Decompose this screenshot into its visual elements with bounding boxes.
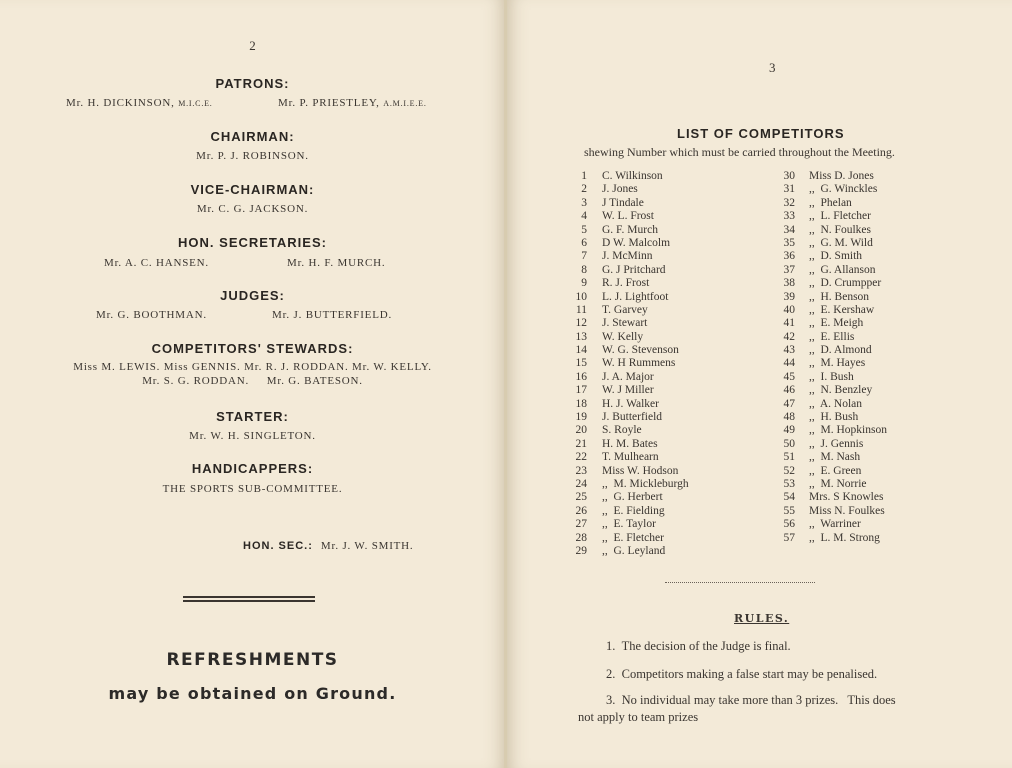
competitor-number: 2 xyxy=(581,183,587,196)
competitor-row xyxy=(777,464,862,478)
competitor-name: J Tindale xyxy=(602,196,644,209)
competitor-row xyxy=(567,277,650,290)
competitor-name: ,, H. Bush xyxy=(809,411,859,424)
competitor-row xyxy=(567,263,666,277)
list-title: LIST OF COMPETITORS xyxy=(677,126,845,141)
handicappers-name: THE SPORTS SUB-COMMITTEE. xyxy=(162,483,343,495)
chairman-name: Mr. P. J. ROBINSON. xyxy=(196,150,309,162)
competitor-row xyxy=(567,170,663,183)
patron-1-suffix: M.I.C.E. xyxy=(178,99,213,108)
secretary-1: Mr. A. C. HANSEN. xyxy=(104,257,209,269)
competitor-number: 46 xyxy=(783,384,795,397)
competitor-row xyxy=(567,210,654,223)
competitor-number: 56 xyxy=(783,518,795,531)
competitor-number: 25 xyxy=(575,491,587,504)
competitor-name: ,, E. Ellis xyxy=(809,330,855,343)
competitor-name: ,, M. Mickleburgh xyxy=(602,477,689,490)
judge-2: Mr. J. BUTTERFIELD. xyxy=(272,309,393,321)
competitor-number: 9 xyxy=(581,277,587,290)
rule-text: The decision of the Judge is final. xyxy=(621,639,791,653)
competitor-name: ,, D. Crumpper xyxy=(809,277,882,290)
competitor-name: ,, E. Fielding xyxy=(602,504,665,517)
competitor-number: 21 xyxy=(575,437,587,450)
competitor-name: J. Jones xyxy=(602,183,638,196)
competitor-number: 50 xyxy=(783,437,795,450)
competitor-number: 35 xyxy=(783,236,795,249)
competitor-row xyxy=(777,424,887,437)
competitor-name: R. J. Frost xyxy=(602,277,650,290)
competitor-row xyxy=(777,411,859,424)
competitor-name: ,, H. Benson xyxy=(809,290,870,303)
competitor-row xyxy=(567,223,658,237)
competitor-number: 40 xyxy=(783,303,795,316)
hon-sec-label: HON. SEC.: xyxy=(243,540,313,552)
competitor-number: 37 xyxy=(783,263,795,276)
competitor-row xyxy=(777,303,875,317)
competitor-row xyxy=(567,464,679,478)
competitor-row xyxy=(777,397,863,411)
competitor-row xyxy=(777,277,882,290)
competitor-row xyxy=(567,544,666,558)
rule-number: 2. xyxy=(606,667,616,681)
rules-heading: RULES. xyxy=(734,612,790,625)
competitor-row xyxy=(777,210,871,223)
competitor-row xyxy=(777,370,854,384)
competitor-row xyxy=(567,183,638,196)
competitor-name: Miss W. Hodson xyxy=(602,464,679,477)
competitor-row xyxy=(567,504,665,518)
competitor-number: 31 xyxy=(783,183,795,196)
refreshments-subtitle: may be obtained on Ground. xyxy=(108,684,397,703)
refreshments-title: REFRESHMENTS xyxy=(166,650,339,670)
competitor-row xyxy=(567,196,644,210)
handicappers-heading: HANDICAPPERS: xyxy=(191,461,314,476)
competitor-row xyxy=(777,263,876,277)
competitor-number: 38 xyxy=(783,277,795,290)
competitor-row xyxy=(777,451,861,464)
competitor-name: ,, E. Taylor xyxy=(602,518,656,531)
competitor-number: 49 xyxy=(783,424,795,437)
competitor-row xyxy=(567,531,664,545)
competitor-name: Miss D. Jones xyxy=(809,170,874,182)
competitor-name: L. J. Lightfoot xyxy=(602,290,669,303)
competitor-number: 5 xyxy=(581,223,587,236)
page-number: 2 xyxy=(249,38,256,53)
secretaries-heading: HON. SECRETARIES: xyxy=(178,235,327,250)
competitor-name: W. L. Frost xyxy=(602,210,654,223)
competitor-name: Miss N. Foulkes xyxy=(809,504,885,517)
competitor-number: 52 xyxy=(783,464,795,477)
competitor-name: H. J. Walker xyxy=(602,397,659,410)
competitor-row xyxy=(567,236,671,250)
rule-number: 3. xyxy=(606,693,616,707)
patron-2-name: Mr. P. PRIESTLEY, xyxy=(278,97,380,109)
competitor-number: 18 xyxy=(575,397,587,410)
judge-1: Mr. G. BOOTHMAN. xyxy=(96,309,207,321)
competitor-row xyxy=(777,330,855,344)
competitor-name: ,, M. Hayes xyxy=(809,357,866,370)
competitor-row xyxy=(567,424,642,437)
competitor-row xyxy=(777,531,880,545)
rule-text: No individual may take more than 3 prizes. This does xyxy=(621,693,896,707)
competitor-row xyxy=(567,518,656,531)
competitor-number: 15 xyxy=(575,357,587,370)
competitor-row xyxy=(567,344,679,357)
competitor-name: W. H Rummens xyxy=(602,357,676,370)
list-subtitle: shewing Number which must be carried throughout the Meeting. xyxy=(584,145,895,159)
patron-2-suffix: A.M.I.E.E. xyxy=(383,99,427,108)
competitor-number: 3 xyxy=(581,196,587,209)
competitor-row xyxy=(567,411,663,424)
competitor-number: 10 xyxy=(575,290,587,303)
competitor-number: 13 xyxy=(575,330,587,343)
competitor-number: 39 xyxy=(783,290,795,303)
competitor-row xyxy=(567,303,648,317)
competitor-row xyxy=(777,504,885,518)
competitor-name: ,, E. Kershaw xyxy=(809,303,875,316)
competitor-row xyxy=(777,196,852,210)
competitor-name: G. F. Murch xyxy=(602,223,658,236)
competitor-name: ,, G. Allanson xyxy=(809,263,876,276)
competitor-row xyxy=(567,397,659,411)
competitor-row xyxy=(777,290,870,304)
competitor-number: 30 xyxy=(783,170,795,182)
competitor-row xyxy=(777,183,878,196)
competitor-number: 33 xyxy=(783,210,795,223)
competitor-name: ,, G. Winckles xyxy=(809,183,878,196)
competitor-name: T. Mulhearn xyxy=(602,451,659,464)
secretary-2: Mr. H. F. MURCH. xyxy=(287,257,386,269)
competitor-row xyxy=(567,491,663,504)
patron-1-name: Mr. H. DICKINSON, xyxy=(66,97,175,109)
competitor-number: 7 xyxy=(581,250,587,263)
competitor-number: 20 xyxy=(575,424,587,437)
competitor-number: 24 xyxy=(575,477,587,490)
right-page xyxy=(507,0,1012,768)
left-page xyxy=(0,0,505,768)
competitor-number: 48 xyxy=(783,411,795,424)
competitor-number: 45 xyxy=(783,370,795,383)
competitor-row xyxy=(777,477,867,491)
competitor-row xyxy=(567,317,648,330)
competitor-row xyxy=(567,290,669,304)
rule-item xyxy=(606,693,896,708)
competitor-number: 42 xyxy=(783,330,795,343)
competitors-column-2 xyxy=(777,170,887,545)
competitor-name: ,, M. Nash xyxy=(809,451,861,464)
competitor-name: ,, E. Fletcher xyxy=(602,531,664,544)
competitor-number: 19 xyxy=(575,411,587,424)
competitor-name: ,, Phelan xyxy=(809,196,852,209)
rule-item xyxy=(606,639,791,654)
starter-name: Mr. W. H. SINGLETON. xyxy=(189,430,316,442)
competitor-number: 47 xyxy=(783,397,795,410)
competitor-row xyxy=(777,344,872,357)
competitor-number: 28 xyxy=(575,531,587,544)
competitor-name: J. Stewart xyxy=(602,317,648,330)
competitor-name: ,, G. Leyland xyxy=(602,544,666,557)
vice-chairman-name: Mr. C. G. JACKSON. xyxy=(196,203,309,215)
competitor-number: 43 xyxy=(783,344,795,357)
rule-text: Competitors making a false start may be penalised. xyxy=(621,667,878,681)
competitor-row xyxy=(777,437,864,451)
rule-continuation: not apply to team prizes xyxy=(578,710,699,724)
patron-1 xyxy=(66,97,213,109)
competitor-name: ,, L. Fletcher xyxy=(809,210,871,223)
hon-sec-name: Mr. J. W. SMITH. xyxy=(320,540,414,552)
competitor-row xyxy=(567,250,653,263)
competitor-name: J. McMinn xyxy=(602,250,653,263)
competitor-number: 16 xyxy=(575,370,587,383)
rule-item xyxy=(606,667,877,682)
competitor-number: 14 xyxy=(575,344,587,357)
competitor-number: 54 xyxy=(783,491,795,504)
competitor-name: ,, Warriner xyxy=(809,518,861,531)
competitor-row xyxy=(567,477,689,491)
stewards-line-2: Mr. S. G. RODDAN. Mr. G. BATESON. xyxy=(142,375,363,387)
competitor-row xyxy=(567,370,654,384)
competitor-row xyxy=(777,223,871,237)
competitor-name: ,, M. Norrie xyxy=(809,477,867,490)
competitor-name: J. Butterfield xyxy=(602,411,663,424)
competitor-name: ,, L. M. Strong xyxy=(809,531,880,544)
competitor-number: 11 xyxy=(575,303,587,316)
double-rule-divider xyxy=(183,596,315,602)
rule-number: 1. xyxy=(606,639,616,653)
patron-2 xyxy=(278,97,427,109)
competitor-row xyxy=(777,170,874,183)
competitor-row xyxy=(777,236,873,250)
competitor-number: 23 xyxy=(575,464,587,477)
competitor-row xyxy=(567,384,654,397)
competitor-number: 57 xyxy=(783,531,795,544)
competitor-number: 55 xyxy=(783,504,795,517)
competitor-name: W. G. Stevenson xyxy=(602,344,679,357)
competitor-name: W. Kelly xyxy=(602,330,644,343)
competitor-name: ,, D. Smith xyxy=(809,250,863,263)
competitor-name: ,, J. Gennis xyxy=(809,437,864,450)
competitor-number: 1 xyxy=(581,170,587,182)
competitor-number: 36 xyxy=(783,250,795,263)
competitor-row xyxy=(777,250,863,263)
competitor-row xyxy=(777,491,884,504)
competitor-name: ,, E. Meigh xyxy=(809,317,864,330)
competitor-row xyxy=(567,357,676,370)
competitor-name: W. J Miller xyxy=(602,384,654,397)
competitor-name: C. Wilkinson xyxy=(602,170,663,182)
competitor-row xyxy=(777,317,864,330)
competitor-name: T. Garvey xyxy=(602,303,648,316)
patrons-heading: PATRONS: xyxy=(215,76,290,91)
competitor-name: D W. Malcolm xyxy=(602,236,671,249)
chairman-heading: CHAIRMAN: xyxy=(210,129,295,144)
competitor-number: 4 xyxy=(581,210,587,223)
competitor-row xyxy=(777,384,873,397)
competitor-name: S. Royle xyxy=(602,424,642,437)
competitor-number: 29 xyxy=(575,544,587,557)
competitor-name: ,, G. M. Wild xyxy=(809,236,873,249)
stewards-line-1: Miss M. LEWIS. Miss GENNIS. Mr. R. J. RODDAN. Mr. W. KELLY. xyxy=(73,361,432,373)
competitors-column-1 xyxy=(567,170,689,558)
competitor-row xyxy=(777,518,861,531)
dotted-divider xyxy=(665,582,815,583)
vice-chairman-heading: VICE-CHAIRMAN: xyxy=(190,182,315,197)
competitor-number: 6 xyxy=(581,236,587,249)
competitor-name: H. M. Bates xyxy=(602,437,658,450)
competitor-number: 27 xyxy=(575,518,587,531)
competitor-name: ,, A. Nolan xyxy=(809,397,863,410)
page-number: 3 xyxy=(769,60,776,75)
stewards-heading: COMPETITORS' STEWARDS: xyxy=(151,341,354,356)
competitor-number: 22 xyxy=(575,451,587,464)
competitor-row xyxy=(567,451,659,464)
competitor-number: 51 xyxy=(783,451,795,464)
competitor-number: 34 xyxy=(783,223,795,236)
competitor-number: 17 xyxy=(575,384,587,397)
competitor-number: 44 xyxy=(783,357,795,370)
competitor-name: ,, E. Green xyxy=(809,464,862,477)
competitor-number: 41 xyxy=(783,317,795,330)
competitor-name: Mrs. S Knowles xyxy=(809,491,884,504)
competitor-name: J. A. Major xyxy=(602,370,654,383)
competitor-row xyxy=(777,357,866,370)
competitor-name: ,, N. Foulkes xyxy=(809,223,871,236)
hon-sec xyxy=(243,536,413,554)
starter-heading: STARTER: xyxy=(216,409,289,424)
competitor-number: 12 xyxy=(575,317,587,330)
competitor-number: 8 xyxy=(581,263,587,276)
competitor-name: ,, M. Hopkinson xyxy=(809,424,887,437)
competitor-number: 26 xyxy=(575,504,587,517)
competitor-name: ,, N. Benzley xyxy=(809,384,873,397)
competitor-row xyxy=(567,330,644,344)
competitor-name: ,, G. Herbert xyxy=(602,491,663,504)
judges-heading: JUDGES: xyxy=(220,288,285,303)
competitor-name: G. J Pritchard xyxy=(602,263,666,276)
competitor-name: ,, D. Almond xyxy=(809,344,872,357)
competitor-number: 53 xyxy=(783,477,795,490)
competitor-number: 32 xyxy=(783,196,795,209)
competitor-name: ,, I. Bush xyxy=(809,370,854,383)
competitor-row xyxy=(567,437,658,451)
